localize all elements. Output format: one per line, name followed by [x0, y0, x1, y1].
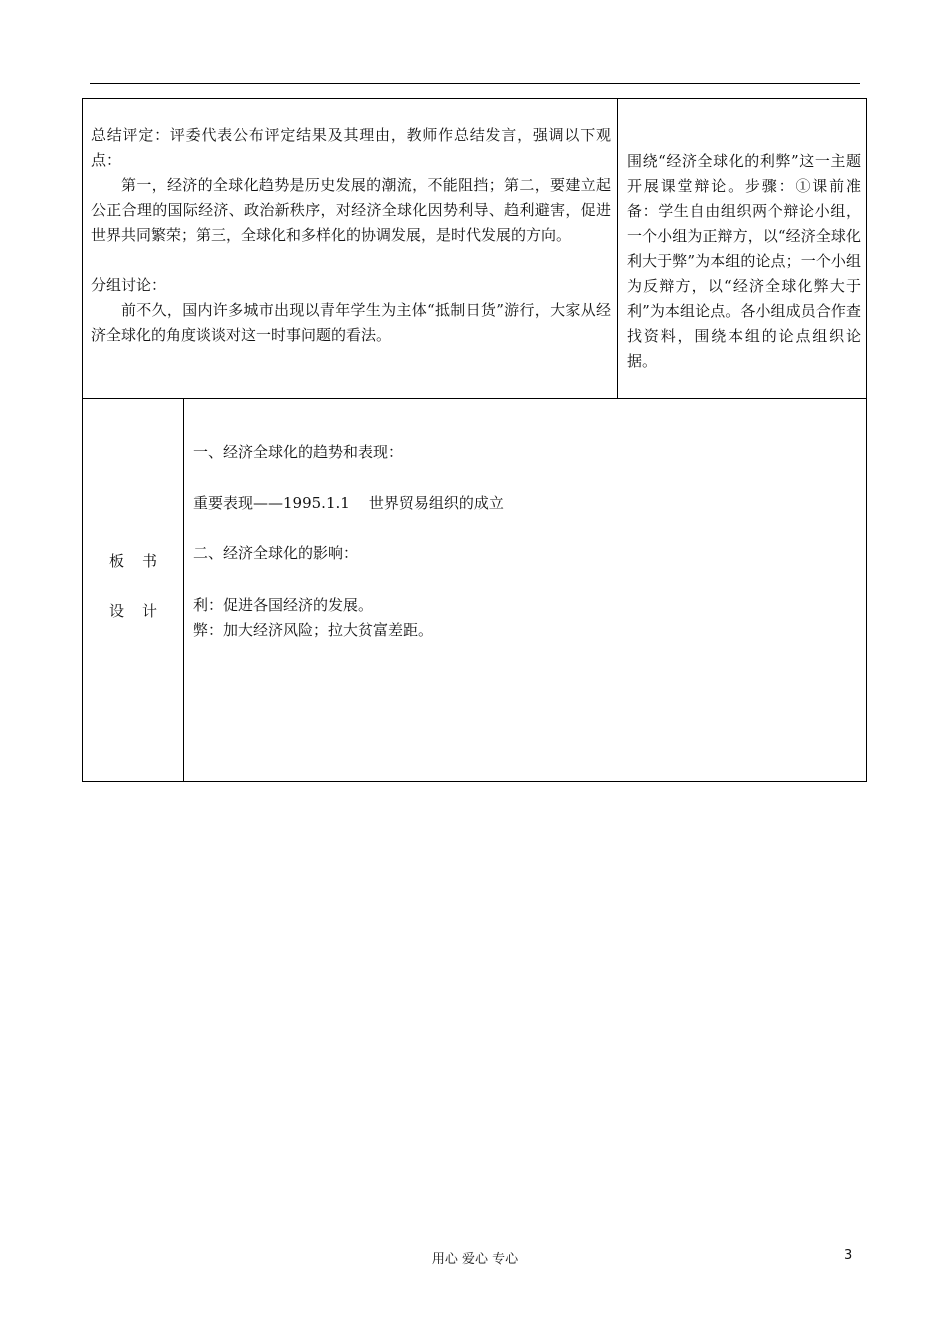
discussion-paragraph: 前不久，国内许多城市出现以青年学生为主体“抵制日货”游行，大家从经济全球化的角度谈谈对这一时事问题的看法。: [91, 301, 611, 344]
column-divider-board: [183, 398, 184, 781]
lesson-table: [82, 98, 867, 782]
activity-design-cell: 围绕“经济全球化的利弊”这一主题开展课堂辩论。步骤：①课前准备：学生自由组织两个辩论小组，一个小组为正辩方，以“经济全球化利大于弊”为本组的论点；一个小组为反辩方，以“经济全球化弊大于利”为本组论点。各小组成员合作查找资料，围绕本组的论点组织论据。: [627, 152, 861, 370]
column-divider: [617, 99, 618, 398]
label-line-2: 设计: [108, 602, 175, 620]
summary-points: 第一，经济的全球化趋势是历史发展的潮流，不能阻挡；第二，要建立起公正合理的国际经济、政治新秩序，对经济全球化因势利导、趋利避害，促进世界共同繁荣；第三，全球化和多样化的协调发展，是时代发展的方向。: [91, 176, 611, 244]
board-heading-2: 二、经济全球化的影响：: [193, 544, 359, 562]
spacer: [91, 248, 611, 273]
summary-paragraph: 总结评定：评委代表公布评定结果及其理由，教师作总结发言，强调以下观点：: [91, 126, 611, 169]
header-rule: [90, 83, 860, 84]
board-con: 弊：加大经济风险；拉大贫富差距。: [193, 621, 434, 639]
page-number: 3: [844, 1248, 853, 1263]
discussion-heading: 分组讨论：: [91, 276, 167, 294]
footer-text: 用心 爱心 专心: [431, 1252, 519, 1267]
teaching-process-cell: [91, 123, 611, 348]
label-line-1: 板书: [108, 552, 175, 570]
board-design-label: [83, 549, 183, 624]
spacer: [83, 574, 183, 599]
board-heading-1: 一、经济全球化的趋势和表现：: [193, 443, 404, 461]
board-pro: 利：促进各国经济的发展。: [193, 596, 374, 614]
board-item-1: 重要表现——1995.1.1 世界贸易组织的成立: [193, 494, 504, 512]
